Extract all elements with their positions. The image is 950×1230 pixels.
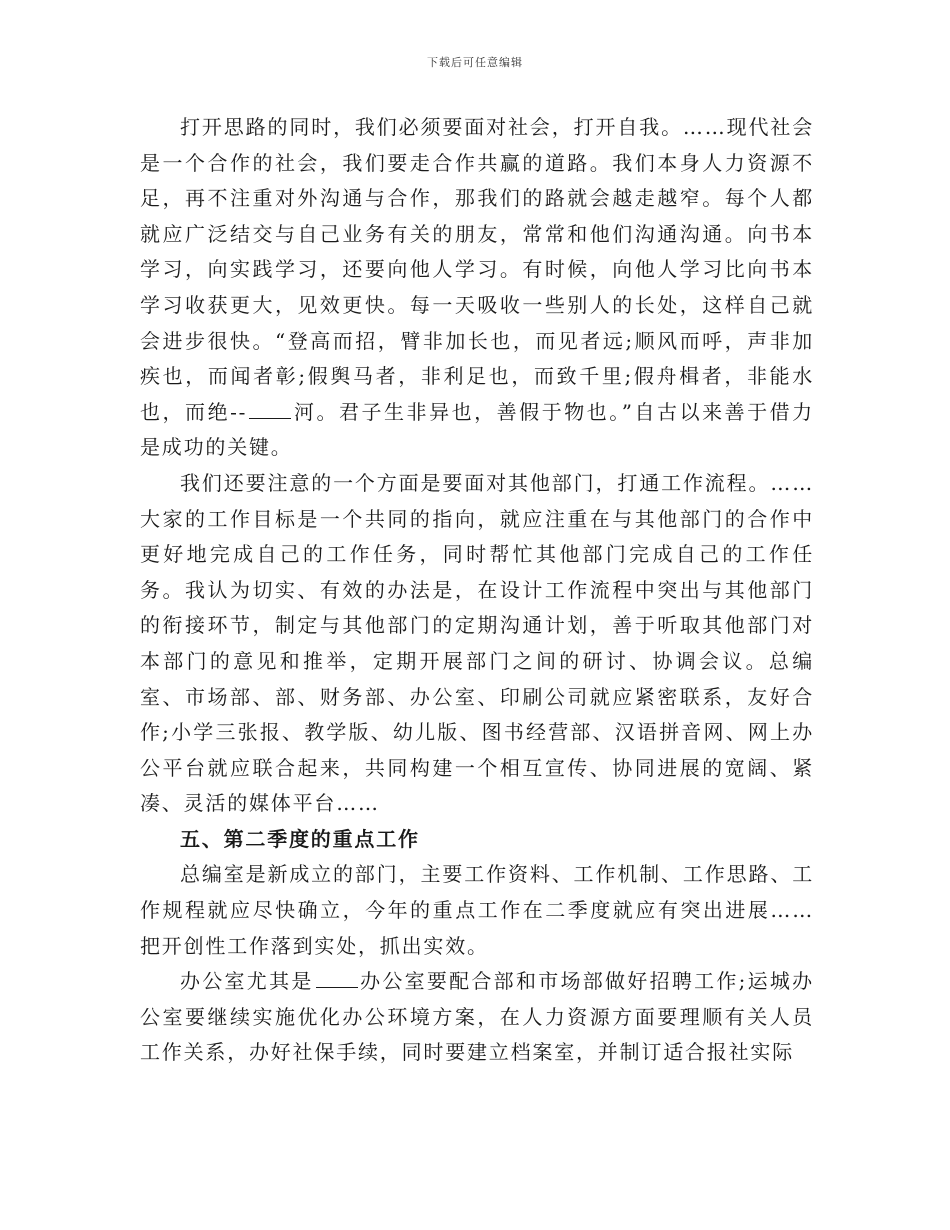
paragraph-3: 总编室是新成立的部门，主要工作资料、工作机制、工作思路、工作规程就应尽快确立，今年的重点工作在二季度就应有突出进展……把开创性工作落到实处，抓出实效。 bbox=[140, 862, 814, 958]
fill-blank bbox=[316, 969, 358, 988]
paragraph-1 bbox=[140, 110, 814, 466]
paragraph-4 bbox=[140, 964, 814, 1071]
paragraph-2: 我们还要注意的一个方面是要面对其他部门，打通工作流程。……大家的工作目标是一个共同的指向，就应注重在与其他部门的合作中更好地完成自己的工作任务，同时帮忙其他部门完成自己的工作任务。我认为切实、有效的办法是，在设计工作流程中突出与其他部门的衔接环节，制定与其他部门的定期沟通计划，善于听取其他部门对本部门的意见和推举，定期开展部门之间的研讨、协调会议。总编室、市场部、部、财务部、办公室、印刷公司就应紧密联系，友好合作;小学三张报、教学版、幼儿版、图书经营部、汉语拼音网、网上办公平台就应联合起来，共同构建一个相互宣传、协同进展的宽阔、紧凑、灵活的媒体平台…… bbox=[140, 470, 814, 816]
section-heading: 五、第二季度的重点工作 bbox=[180, 826, 420, 851]
fill-blank bbox=[249, 400, 291, 419]
paragraph-4-text-b: 办公室要配合部和市场部做好招聘工作;运城办公室要继续实施优化办公环境方案，在人力资源方面要理顺有关人员工作关系，办好社保手续，同时要建立档案室，并制订适合报社实际 bbox=[140, 969, 814, 1065]
page-header: 下载后可任意编辑 bbox=[427, 56, 523, 69]
paragraph-1-text-a: 打开思路的同时，我们必须要面对社会，打开自我。……现代社会是一个合作的社会，我们要走合作共赢的道路。我们本身人力资源不足，再不注重对外沟通与合作，那我们的路就会越走越窄。每个人都就应广泛结交与自己业务有关的朋友，常常和他们沟通沟通。向书本学习，向实践学习，还要向他人学习。有时候，向他人学习比向书本学习收获更大，见效更快。每一天吸收一些别人的长处，这样自己就会进步很快。“登高而招，臂非加长也，而见者远;顺风而呼，声非加疾也，而闻者彰;假舆马者，非利足也，而致千里;假舟楫者，非能水也，而绝-- bbox=[140, 115, 814, 424]
paragraph-1-text-b: 河。君子生非异也，善假于物也。”自古以来善于借力是成功的关键。 bbox=[140, 399, 814, 460]
document-body bbox=[140, 110, 814, 1071]
paragraph-4-text-a: 办公室尤其是 bbox=[180, 969, 314, 994]
